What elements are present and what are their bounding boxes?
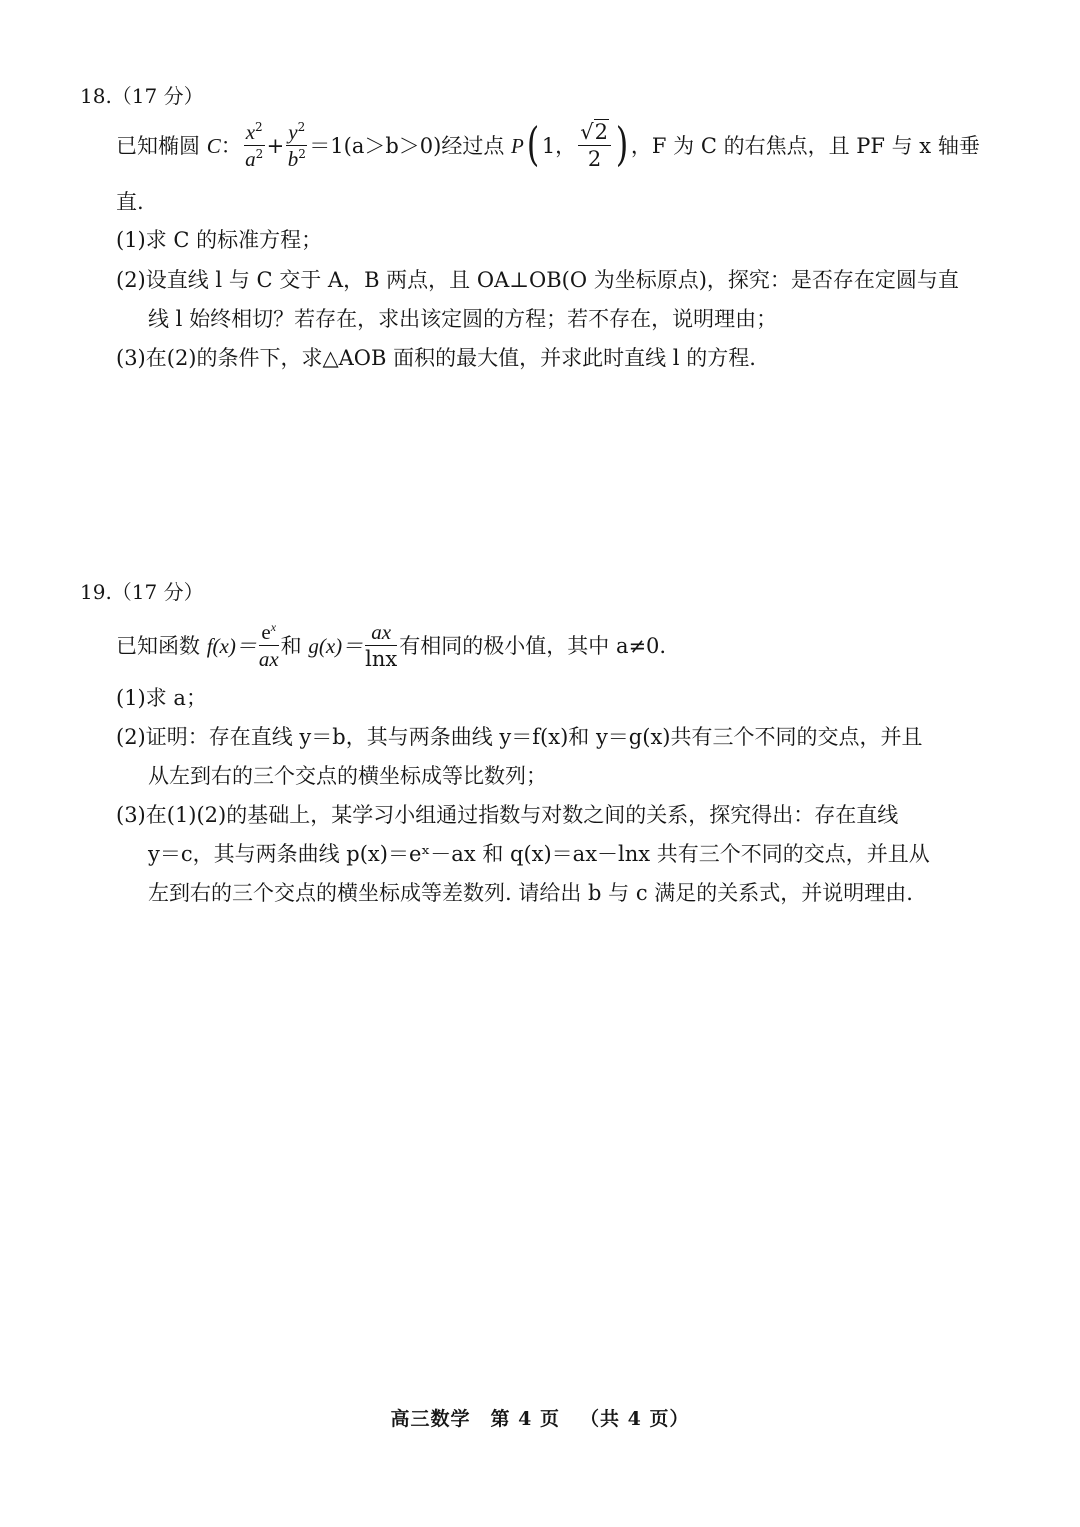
frac-y-denominator: b: [287, 147, 299, 172]
g-fraction: [365, 620, 397, 671]
question-18-stem-line2: 直.: [116, 190, 144, 214]
f-numerator-exp: x: [270, 620, 277, 634]
question-18-part-3: (3)在(2)的条件下，求△AOB 面积的最大值，并求此时直线 l 的方程.: [116, 346, 756, 370]
stem-prefix: 已知椭圆: [116, 134, 207, 159]
frac-y-numerator: y: [288, 120, 298, 144]
question-19-part-2-line1: (2)证明：存在直线 y＝b，其与两条曲线 y＝f(x)和 y＝g(x)共有三个不同的交点，并且: [116, 725, 923, 749]
exp-x: 2: [255, 120, 263, 134]
stem-prefix: 已知函数: [116, 634, 207, 659]
question-19-part-3-line3: 左到右的三个交点的横坐标成等差数列. 请给出 b 与 c 满足的关系式，并说明理由.: [148, 881, 913, 905]
question-19-part-3-line2: y＝c，其与两条曲线 p(x)＝eˣ－ax 和 q(x)＝ax－lnx 共有三个不同的交点，并且从: [148, 842, 930, 866]
left-paren: (: [526, 116, 540, 171]
f-numerator-base: e: [261, 620, 271, 644]
stem-suffix: 有相同的极小值，其中 a≠0.: [399, 634, 667, 659]
question-19-part-3-line1: (3)在(1)(2)的基础上，某学习小组通过指数与对数之间的关系，探究得出：存在直线: [116, 803, 899, 827]
footer-total-pages: （共 4 页）: [580, 1408, 690, 1430]
footer-subject: 高三数学: [390, 1408, 471, 1430]
equals-one: ＝1: [309, 134, 344, 159]
point-x: 1，: [541, 134, 577, 159]
question-18-stem-line1: [116, 116, 980, 173]
ellipse-frac-y: [286, 120, 307, 171]
right-paren: ): [615, 116, 629, 171]
and-text: 和: [280, 634, 309, 659]
ellipse-condition: (a＞b＞0): [343, 134, 442, 159]
page-footer: [0, 1410, 1080, 1429]
sqrt-symbol: √2: [580, 120, 608, 144]
ellipse-name: C: [206, 134, 221, 159]
point-name: P: [511, 134, 524, 159]
colon: ：: [220, 134, 242, 159]
pass-text: 经过点: [441, 134, 512, 159]
footer-page-number: 第 4 页: [490, 1408, 560, 1430]
g-numerator: ax: [365, 620, 397, 646]
ellipse-frac-x: [244, 120, 265, 171]
after-point-text: ，F 为 C 的右焦点，且 PF 与 x 轴垂: [630, 134, 980, 159]
frac-x-denominator: a: [245, 147, 256, 172]
exp-b: 2: [298, 147, 306, 162]
question-19-part-1: (1)求 a；: [116, 686, 207, 710]
question-18-part-2-line2: 线 l 始终相切？若存在，求出该定圆的方程；若不存在，说明理由；: [148, 307, 778, 331]
exp-a: 2: [255, 147, 264, 162]
frac-x-numerator: x: [245, 120, 256, 144]
plus-sign: +: [266, 134, 285, 159]
f-name: f(x)＝: [206, 634, 257, 659]
question-18-part-2-line1: (2)设直线 l 与 C 交于 A，B 两点，且 OA⊥OB(O 为坐标原点)，探究：是否存在定圆与直: [116, 268, 959, 292]
f-denominator: ax: [258, 647, 279, 672]
question-19-part-2-line2: 从左到右的三个交点的横坐标成等比数列；: [148, 764, 547, 788]
sqrt-radicand: 2: [594, 120, 608, 144]
g-denominator: lnx: [365, 647, 398, 672]
point-y-frac: [578, 120, 611, 171]
question-19-stem: [116, 622, 666, 673]
question-18-part-1: (1)求 C 的标准方程；: [116, 228, 323, 252]
f-fraction: [259, 620, 279, 671]
question-18-heading: 18.（17 分）: [80, 84, 204, 108]
question-19-heading: 19.（17 分）: [80, 580, 204, 604]
g-name: g(x)＝: [308, 634, 364, 659]
point-y-denominator: 2: [587, 147, 602, 172]
exp-y: 2: [297, 120, 306, 134]
